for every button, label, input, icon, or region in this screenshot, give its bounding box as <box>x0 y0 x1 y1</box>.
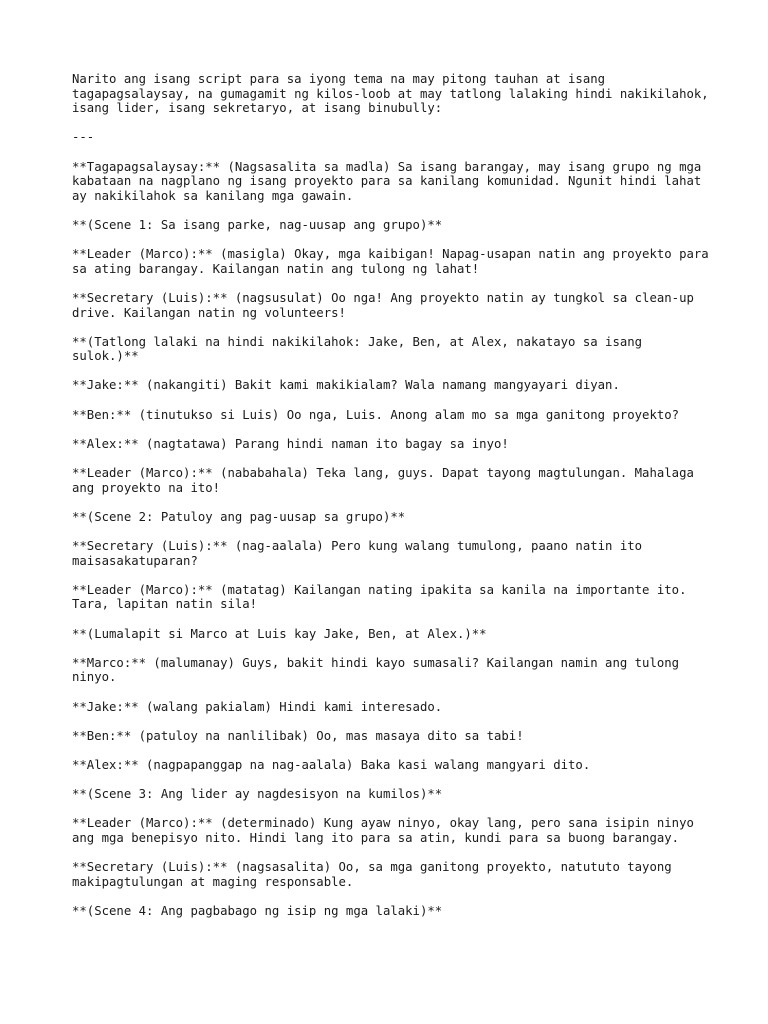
dialogue-line: **Ben:** (patuloy na nanlilibak) Oo, mas masaya dito sa tabi! <box>72 728 524 743</box>
separator: --- <box>72 130 95 145</box>
dialogue-line: **Secretary (Luis):** (nagsusulat) Oo nga! Ang proyekto natin ay tungkol sa clean-up drive. Kailangan natin ng volunteers! <box>72 290 702 320</box>
scene-heading: **(Scene 3: Ang lider ay nagdesisyon na kumilos)** <box>72 787 443 802</box>
dialogue-line: **Alex:** (nagpapanggap na nag-aalala) Baka kasi walang mangyari dito. <box>72 757 591 772</box>
dialogue-line: **Jake:** (walang pakialam) Hindi kami interesado. <box>72 699 443 714</box>
dialogue-line: **Ben:** (tinutukso si Luis) Oo nga, Luis. Anong alam mo sa mga ganitong proyekto? <box>72 407 680 422</box>
stage-direction: **(Tatlong lalaki na hindi nakikilahok: Jake, Ben, at Alex, nakatayo sa isang sulok.)** <box>72 334 650 364</box>
document-page <box>72 72 717 933</box>
dialogue-line: **Leader (Marco):** (masigla) Okay, mga kaibigan! Napag-usapan natin ang proyekto para sa ating barangay. Kailangan natin ang tulong ng lahat! <box>72 247 717 276</box>
scene-heading: **(Scene 4: Ang pagbabago ng isip ng mga lalaki)** <box>72 903 443 918</box>
intro-paragraph: Narito ang isang script para sa iyong tema na may pitong tauhan at isang tagapagsalaysay, na gumagamit ng kilos-loob at may tatlong lalaking hindi nakikilahok, isang lider, isang sekretaryo, at isang binubully: <box>72 72 717 116</box>
stage-direction: **(Lumalapit si Marco at Luis kay Jake, Ben, at Alex.)** <box>72 626 487 641</box>
dialogue-line: **Secretary (Luis):** (nagsasalita) Oo, sa mga ganitong proyekto, natututo tayong makipagtulungan at maging responsable. <box>72 860 680 889</box>
narrator-line: **Tagapagsalaysay:** (Nagsasalita sa madla) Sa isang barangay, may isang grupo ng mga kabataan na nagplano ng isang proyekto para sa kanilang komunidad. Ngunit hindi lahat ay nakikilahok sa kanilang mga gawain. <box>72 159 709 203</box>
dialogue-line: **Marco:** (malumanay) Guys, bakit hindi kayo sumasali? Kailangan namin ang tulong ninyo. <box>72 655 687 685</box>
scene-heading: **(Scene 1: Sa isang parke, nag-uusap ang grupo)** <box>72 217 443 232</box>
dialogue-line: **Leader (Marco):** (determinado) Kung ayaw ninyo, okay lang, pero sana isipin ninyo ang mga benepisyo nito. Hindi lang ito para sa atin, kundi para sa buong barangay. <box>72 816 702 845</box>
dialogue-line: **Leader (Marco):** (nababahala) Teka lang, guys. Dapat tayong magtulungan. Mahalaga ang proyekto na ito! <box>72 466 702 495</box>
dialogue-line: **Alex:** (nagtatawa) Parang hindi naman ito bagay sa inyo! <box>72 436 509 451</box>
dialogue-line: **Secretary (Luis):** (nag-aalala) Pero kung walang tumulong, paano natin ito maisasakatuparan? <box>72 539 650 568</box>
dialogue-line: **Jake:** (nakangiti) Bakit kami makikialam? Wala namang mangyayari diyan. <box>72 378 620 393</box>
scene-heading: **(Scene 2: Patuloy ang pag-uusap sa grupo)** <box>72 509 406 524</box>
dialogue-line: **Leader (Marco):** (matatag) Kailangan nating ipakita sa kanila na importante ito. Tara, lapitan natin sila! <box>72 582 694 612</box>
